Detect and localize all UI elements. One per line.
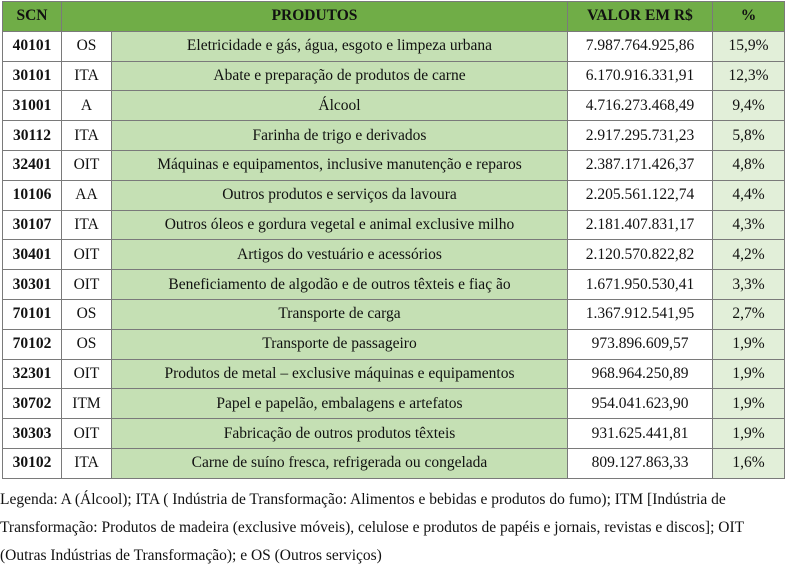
product-cell: Carne de suíno fresca, refrigerada ou congelada <box>112 448 568 478</box>
category-cell: ITA <box>62 210 112 240</box>
scn-cell: 30107 <box>3 210 62 240</box>
product-cell: Papel e papelão, embalagens e artefatos <box>112 389 568 419</box>
value-cell: 1.671.950.530,41 <box>568 270 713 300</box>
products-table <box>2 1 785 479</box>
table-row <box>3 240 785 270</box>
percent-cell: 1,9% <box>713 359 785 389</box>
scn-cell: 40101 <box>3 31 62 61</box>
product-cell: Artigos do vestuário e acessórios <box>112 240 568 270</box>
table-header-row <box>3 2 785 32</box>
category-cell: AA <box>62 180 112 210</box>
value-cell: 2.387.171.426,37 <box>568 150 713 180</box>
scn-cell: 30702 <box>3 389 62 419</box>
category-cell: OIT <box>62 240 112 270</box>
table-row <box>3 121 785 151</box>
category-cell: ITA <box>62 121 112 151</box>
value-cell: 968.964.250,89 <box>568 359 713 389</box>
category-cell: OIT <box>62 150 112 180</box>
value-cell: 2.205.561.122,74 <box>568 180 713 210</box>
product-cell: Máquinas e equipamentos, inclusive manutenção e reparos <box>112 150 568 180</box>
scn-cell: 31001 <box>3 91 62 121</box>
table-row <box>3 359 785 389</box>
percent-cell: 1,9% <box>713 419 785 449</box>
table-row <box>3 448 785 478</box>
category-cell: ITA <box>62 448 112 478</box>
product-cell: Eletricidade e gás, água, esgoto e limpeza urbana <box>112 31 568 61</box>
legend-text: Legenda: A (Álcool); ITA ( Indústria de Transformação: Alimentos e bebidas e produtos do fumo); ITM [Indústria de Transformação: Produtos de madeira (exclusive móveis), celulose e produtos de papéis e jornais, revistas e discos]; OIT (Outras Indústrias de Transformação); e OS (Outros serviços) <box>0 491 744 564</box>
category-cell: OIT <box>62 359 112 389</box>
scn-cell: 32301 <box>3 359 62 389</box>
product-cell: Outros óleos e gordura vegetal e animal exclusive milho <box>112 210 568 240</box>
percent-cell: 5,8% <box>713 121 785 151</box>
table-row <box>3 31 785 61</box>
product-cell: Farinha de trigo e derivados <box>112 121 568 151</box>
table-row <box>3 91 785 121</box>
scn-cell: 30303 <box>3 419 62 449</box>
scn-cell: 32401 <box>3 150 62 180</box>
percent-cell: 4,2% <box>713 240 785 270</box>
percent-cell: 12,3% <box>713 61 785 91</box>
scn-cell: 30102 <box>3 448 62 478</box>
category-cell: OS <box>62 329 112 359</box>
product-cell: Produtos de metal – exclusive máquinas e equipamentos <box>112 359 568 389</box>
category-cell: OIT <box>62 419 112 449</box>
value-cell: 1.367.912.541,95 <box>568 299 713 329</box>
percent-cell: 3,3% <box>713 270 785 300</box>
scn-cell: 70102 <box>3 329 62 359</box>
table-row <box>3 150 785 180</box>
category-cell: A <box>62 91 112 121</box>
product-cell: Beneficiamento de algodão e de outros têxteis e fiaç ão <box>112 270 568 300</box>
percent-cell: 1,9% <box>713 329 785 359</box>
value-cell: 7.987.764.925,86 <box>568 31 713 61</box>
percent-cell: 4,3% <box>713 210 785 240</box>
table-row <box>3 419 785 449</box>
value-cell: 809.127.863,33 <box>568 448 713 478</box>
value-cell: 954.041.623,90 <box>568 389 713 419</box>
header-valor: VALOR EM R$ <box>568 2 713 32</box>
value-cell: 931.625.441,81 <box>568 419 713 449</box>
value-cell: 973.896.609,57 <box>568 329 713 359</box>
header-pct: % <box>713 2 785 32</box>
value-cell: 2.181.407.831,17 <box>568 210 713 240</box>
table-row <box>3 180 785 210</box>
percent-cell: 1,9% <box>713 389 785 419</box>
scn-cell: 70101 <box>3 299 62 329</box>
header-produtos: PRODUTOS <box>62 2 568 32</box>
table-row <box>3 329 785 359</box>
percent-cell: 15,9% <box>713 31 785 61</box>
product-cell: Transporte de carga <box>112 299 568 329</box>
percent-cell: 2,7% <box>713 299 785 329</box>
table-row <box>3 299 785 329</box>
table-row <box>3 389 785 419</box>
percent-cell: 1,6% <box>713 448 785 478</box>
value-cell: 2.917.295.731,23 <box>568 121 713 151</box>
scn-cell: 30301 <box>3 270 62 300</box>
category-cell: OS <box>62 31 112 61</box>
category-cell: OIT <box>62 270 112 300</box>
percent-cell: 4,8% <box>713 150 785 180</box>
value-cell: 6.170.916.331,91 <box>568 61 713 91</box>
value-cell: 4.716.273.468,49 <box>568 91 713 121</box>
product-cell: Abate e preparação de produtos de carne <box>112 61 568 91</box>
category-cell: ITA <box>62 61 112 91</box>
product-cell: Outros produtos e serviços da lavoura <box>112 180 568 210</box>
category-cell: OS <box>62 299 112 329</box>
table-row <box>3 210 785 240</box>
value-cell: 2.120.570.822,82 <box>568 240 713 270</box>
product-cell: Álcool <box>112 91 568 121</box>
percent-cell: 4,4% <box>713 180 785 210</box>
category-cell: ITM <box>62 389 112 419</box>
table-row <box>3 270 785 300</box>
scn-cell: 10106 <box>3 180 62 210</box>
product-cell: Transporte de passageiro <box>112 329 568 359</box>
scn-cell: 30101 <box>3 61 62 91</box>
table-body <box>3 31 785 478</box>
product-cell: Fabricação de outros produtos têxteis <box>112 419 568 449</box>
percent-cell: 9,4% <box>713 91 785 121</box>
table-row <box>3 61 785 91</box>
scn-cell: 30401 <box>3 240 62 270</box>
header-scn: SCN <box>3 2 62 32</box>
scn-cell: 30112 <box>3 121 62 151</box>
